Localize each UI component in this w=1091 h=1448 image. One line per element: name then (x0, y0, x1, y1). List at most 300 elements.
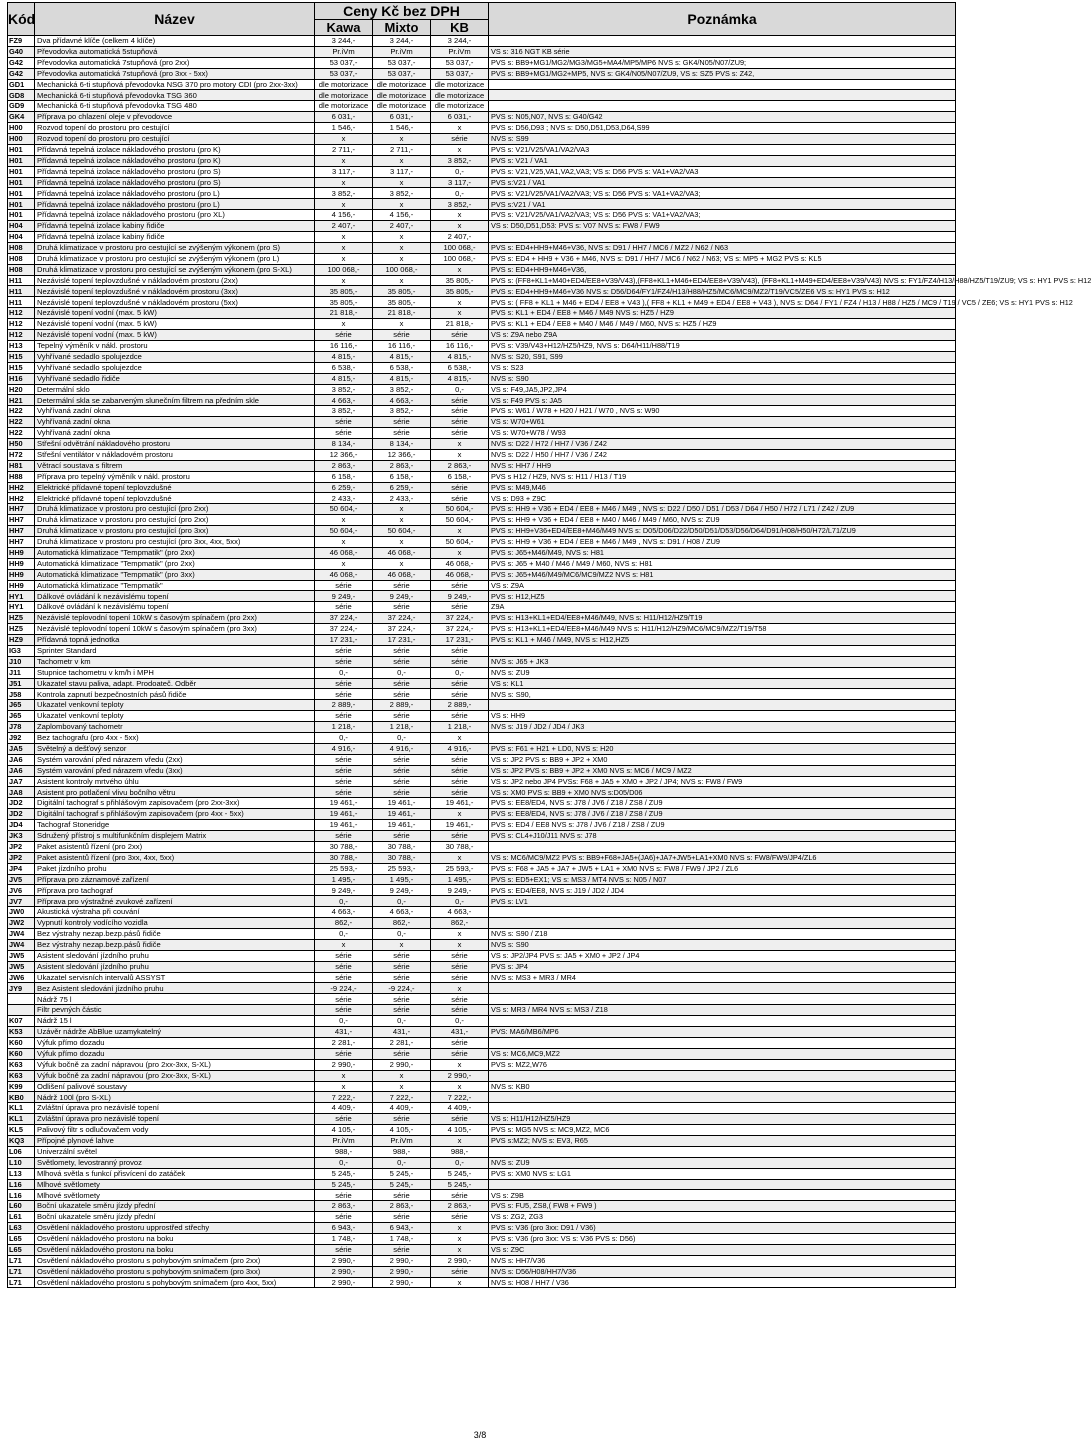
cell-note: PVS s: V21/V25/VA1/VA2/VA3; VS s: D56 PVS s: VA1+VA2/VA3; (489, 188, 956, 199)
cell-price-kawa: 1 495,- (315, 874, 373, 885)
cell-price-kawa: série (315, 776, 373, 787)
cell-price-kb: série (431, 765, 489, 776)
cell-price-kb: x (431, 449, 489, 460)
cell-price-kawa: série (315, 711, 373, 722)
cell-note: VS s: F49 PVS s: JA5 (489, 395, 956, 406)
cell-price-mixto: 53 037,- (373, 57, 431, 68)
cell-price-kawa: série (315, 689, 373, 700)
cell-note: VS s: Z9A (489, 580, 956, 591)
cell-price-mixto: 46 068,- (373, 547, 431, 558)
cell-code: K60 (8, 1048, 35, 1059)
table-row (8, 1190, 956, 1201)
table-row (8, 939, 956, 950)
cell-name: Přídavná tepelná izolace nákladového prostoru (pro K) (35, 144, 315, 155)
cell-price-mixto: 2 711,- (373, 144, 431, 155)
cell-price-kb: 4 815,- (431, 373, 489, 384)
cell-price-kb: 4 409,- (431, 1103, 489, 1114)
cell-note: VS s: ZG2, ZG3 (489, 1212, 956, 1223)
cell-price-kb: 2 889,- (431, 700, 489, 711)
cell-price-kb: 988,- (431, 1146, 489, 1157)
cell-code: H08 (8, 264, 35, 275)
cell-name: Druhá klimatizace v prostoru pro cestující (pro 3xx, 4xx, 5xx) (35, 536, 315, 547)
cell-code: HH7 (8, 504, 35, 515)
table-header (8, 3, 956, 36)
table-row (8, 798, 956, 809)
header-kawa: Kawa (315, 20, 373, 36)
cell-note (489, 90, 956, 101)
cell-name: Elektrické přídavné topení teplovzdušné (35, 493, 315, 504)
cell-price-kawa: 2 990,- (315, 1255, 373, 1266)
table-row (8, 863, 956, 874)
cell-name: Paket jízdního prohu (35, 863, 315, 874)
cell-code: L71 (8, 1266, 35, 1277)
cell-note (489, 101, 956, 112)
cell-price-mixto: série (373, 428, 431, 439)
cell-name: Druhá klimatizace v prostoru pro cestující se zvýšeným výkonem (pro L) (35, 253, 315, 264)
cell-price-kb: 53 037,- (431, 68, 489, 79)
cell-note (489, 645, 956, 656)
cell-note: PVS s: ED4+HH9+M46+V36, NVS s: D91 / HH7 / MC6 / MZ2 / N62 / N63 (489, 242, 956, 253)
cell-price-kb: x (431, 123, 489, 134)
cell-code: GD1 (8, 79, 35, 90)
table-row (8, 1016, 956, 1027)
cell-code: IG3 (8, 645, 35, 656)
cell-note: PVS s: V36 (pro 3xx: D91 / V36) (489, 1223, 956, 1234)
cell-price-kawa: 4 105,- (315, 1125, 373, 1136)
cell-code: H20 (8, 384, 35, 395)
cell-name: Nádrž 100l (pro S-XL) (35, 1092, 315, 1103)
cell-name: Determální skla se zabarveným slunečním filtrem na předním skle (35, 395, 315, 406)
cell-price-kb: série (431, 1037, 489, 1048)
table-row (8, 253, 956, 264)
cell-note: PVS s:V21 / VA1 (489, 177, 956, 188)
cell-price-kb: 46 068,- (431, 569, 489, 580)
cell-note (489, 1092, 956, 1103)
cell-note: PVS s: KL1 + ED4 / EE8 + M46 / M49 NVS s: HZ5 / HZ9 (489, 308, 956, 319)
cell-price-mixto: série (373, 602, 431, 613)
table-row (8, 210, 956, 221)
cell-price-kawa: série (315, 1048, 373, 1059)
cell-note: NVS s: S90 (489, 939, 956, 950)
cell-price-kb: 2 407,- (431, 232, 489, 243)
table-row (8, 907, 956, 918)
cell-name: Determální sklo (35, 384, 315, 395)
cell-price-kawa: x (315, 155, 373, 166)
table-row (8, 885, 956, 896)
cell-price-kawa: 4 156,- (315, 210, 373, 221)
cell-name: Filtr pevných částic (35, 1005, 315, 1016)
cell-note: PVS s: XM0 NVS s: LG1 (489, 1168, 956, 1179)
cell-code: HH9 (8, 558, 35, 569)
cell-name: Větrací soustava s filtrem (35, 460, 315, 471)
cell-code: JP4 (8, 863, 35, 874)
cell-price-kawa: 53 037,- (315, 57, 373, 68)
table-row (8, 722, 956, 733)
cell-price-kb: 2 863,- (431, 1201, 489, 1212)
cell-code: GD9 (8, 101, 35, 112)
cell-code: JW2 (8, 918, 35, 929)
cell-price-mixto: série (373, 787, 431, 798)
cell-name: Příprava pro tachograf (35, 885, 315, 896)
cell-name: Osvětlení nákladového prostoru s pohybovým snímačem (pro 4xx, 5xx) (35, 1277, 315, 1288)
cell-name: Ukazatel stavu paliva, adapt. Prodoateč. Odběr (35, 678, 315, 689)
cell-price-mixto: 6 158,- (373, 471, 431, 482)
cell-note: NVS s: ZU9 (489, 667, 956, 678)
cell-name: Mechanická 6-ti stupňová převodovka TSG 480 (35, 101, 315, 112)
cell-price-kb: 21 818,- (431, 319, 489, 330)
cell-code: L16 (8, 1179, 35, 1190)
cell-price-mixto: série (373, 950, 431, 961)
cell-price-kawa: série (315, 1212, 373, 1223)
cell-note: VS s: MC6/MC9/MZ2 PVS s: BB9+F68+JA5+(JA6)+JA7+JW5+LA1+XM0 NVS s: FW8/FW9/JP4/ZL6 (489, 852, 956, 863)
cell-price-mixto: 0,- (373, 1157, 431, 1168)
cell-name: Mlhová světla s funkcí přisvícení do zatáček (35, 1168, 315, 1179)
cell-name: Sdružený přístroj s multifunkčním displejem Matrix (35, 831, 315, 842)
cell-price-kawa: 3 244,- (315, 36, 373, 47)
cell-code: HH9 (8, 580, 35, 591)
cell-price-kb: série (431, 776, 489, 787)
cell-note: NVS s: S90 (489, 373, 956, 384)
cell-price-kb: x (431, 1059, 489, 1070)
cell-price-kawa: 21 818,- (315, 308, 373, 319)
table-row (8, 166, 956, 177)
cell-note: VS s: W70+W61 (489, 417, 956, 428)
cell-name: Systém varování před nárazem vředu (2xx) (35, 754, 315, 765)
cell-note (489, 841, 956, 852)
cell-code: L71 (8, 1255, 35, 1266)
cell-price-mixto: x (373, 515, 431, 526)
cell-code: JP2 (8, 852, 35, 863)
table-row (8, 526, 956, 537)
cell-price-kb: série (431, 711, 489, 722)
cell-code: L13 (8, 1168, 35, 1179)
cell-price-kawa: dle motorizace (315, 90, 373, 101)
cell-note (489, 918, 956, 929)
cell-price-mixto: 19 461,- (373, 798, 431, 809)
table-row (8, 667, 956, 678)
cell-code: H16 (8, 373, 35, 384)
table-row (8, 776, 956, 787)
table-row (8, 1114, 956, 1125)
table-row (8, 1059, 956, 1070)
cell-name: Bez výstrahy nezap.bezp.pásů řidiče (35, 939, 315, 950)
cell-code: H15 (8, 362, 35, 373)
table-row (8, 1103, 956, 1114)
cell-price-mixto: 3 852,- (373, 406, 431, 417)
cell-code: H22 (8, 406, 35, 417)
cell-price-kb: 19 461,- (431, 798, 489, 809)
cell-price-mixto: 2 863,- (373, 460, 431, 471)
cell-name: Digitální tachograf s přihlášovým zapisovačem (pro 2xx-3xx) (35, 798, 315, 809)
cell-name: Zaplombovaný tachometr (35, 722, 315, 733)
cell-price-mixto: 4 663,- (373, 395, 431, 406)
cell-code: J78 (8, 722, 35, 733)
cell-price-mixto: série (373, 1048, 431, 1059)
cell-name: Druhá klimatizace v prostoru pro cestující (pro 2xx) (35, 504, 315, 515)
cell-price-kawa: série (315, 787, 373, 798)
cell-name: Přídavná tepelná izolace nákladového prostoru (pro K) (35, 155, 315, 166)
cell-price-mixto: 6 259,- (373, 482, 431, 493)
cell-price-kawa: 0,- (315, 1016, 373, 1027)
cell-code: H08 (8, 253, 35, 264)
cell-code: L60 (8, 1201, 35, 1212)
cell-price-mixto: série (373, 831, 431, 842)
cell-price-mixto: x (373, 177, 431, 188)
table-row (8, 1092, 956, 1103)
cell-price-mixto: 2 863,- (373, 1201, 431, 1212)
cell-note: PVS s: BB9+MG1/MG2+MP5, NVS s: GK4/N05/N07/ZU9, VS s: SZ5 PVS s: Z42, (489, 68, 956, 79)
cell-note (489, 983, 956, 994)
cell-name: Automatická klimatizace "Tempmatik" (pro 2xx) (35, 547, 315, 558)
table-row (8, 177, 956, 188)
cell-name: Dálkové ovládání k nezávislému topení (35, 591, 315, 602)
cell-price-mixto: 6 943,- (373, 1223, 431, 1234)
cell-note: PVS s: EE8/ED4, NVS s: J78 / JV6 / Z18 / ZS8 / ZU9 (489, 798, 956, 809)
cell-price-kb: dle motorizace (431, 90, 489, 101)
cell-price-mixto: 0,- (373, 896, 431, 907)
table-row (8, 754, 956, 765)
cell-price-kawa: série (315, 831, 373, 842)
cell-name: Nezávislé topení vodní (max. 5 kW) (35, 308, 315, 319)
cell-code: H01 (8, 166, 35, 177)
cell-name: Odlišení palivové soustavy (35, 1081, 315, 1092)
cell-note: VS s: H11/H12/HZ5/HZ9 (489, 1114, 956, 1125)
cell-price-kawa: Pr.iVm (315, 46, 373, 57)
cell-name: Převodovka automatická 5stupňová (35, 46, 315, 57)
cell-code: H81 (8, 460, 35, 471)
cell-price-kawa: 5 245,- (315, 1168, 373, 1179)
cell-price-kawa: 8 134,- (315, 438, 373, 449)
cell-code: H01 (8, 155, 35, 166)
cell-name: Přídavná topná jednotka (35, 634, 315, 645)
cell-code: HH7 (8, 526, 35, 537)
table-row (8, 1037, 956, 1048)
cell-price-kb: série (431, 831, 489, 842)
table-row (8, 765, 956, 776)
table-row (8, 471, 956, 482)
cell-price-mixto: série (373, 972, 431, 983)
cell-code: JW5 (8, 961, 35, 972)
cell-price-kawa: 4 663,- (315, 907, 373, 918)
cell-note: PVS s: CL4+J10/J11 NVS s: J78 (489, 831, 956, 842)
cell-name: Nezávislé teplovodní topení 10kW s časovým spínačem (pro 3xx) (35, 624, 315, 635)
cell-price-mixto: 4 156,- (373, 210, 431, 221)
cell-price-kb: série (431, 417, 489, 428)
cell-name: Nádrž 75 l (35, 994, 315, 1005)
price-table (7, 2, 1091, 1288)
table-row (8, 711, 956, 722)
cell-name: Přídavná tepelná izolace kabiny řidiče (35, 221, 315, 232)
cell-note (489, 1037, 956, 1048)
cell-price-kb: série (431, 787, 489, 798)
cell-price-kb: 3 852,- (431, 199, 489, 210)
cell-note: VS s: HH9 (489, 711, 956, 722)
table-row (8, 743, 956, 754)
cell-price-mixto: série (373, 1005, 431, 1016)
cell-name: Boční ukazatele směru jízdy přední (35, 1212, 315, 1223)
cell-price-kb: 17 231,- (431, 634, 489, 645)
cell-code: J58 (8, 689, 35, 700)
cell-price-kb: série (431, 428, 489, 439)
cell-price-kawa: 19 461,- (315, 820, 373, 831)
table-row (8, 689, 956, 700)
cell-price-kb: 0,- (431, 1016, 489, 1027)
cell-price-mixto: 37 224,- (373, 624, 431, 635)
cell-price-kawa: 862,- (315, 918, 373, 929)
cell-name: Automatická klimatizace "Tempmatik" (pro 2xx) (35, 558, 315, 569)
table-row (8, 112, 956, 123)
cell-price-kawa: 50 604,- (315, 526, 373, 537)
cell-price-kb: série (431, 754, 489, 765)
cell-price-kb: 100 068,- (431, 253, 489, 264)
cell-price-kawa: série (315, 330, 373, 341)
table-row (8, 428, 956, 439)
cell-code: J92 (8, 733, 35, 744)
table-row (8, 841, 956, 852)
table-row (8, 232, 956, 243)
cell-price-mixto: 1 218,- (373, 722, 431, 733)
cell-price-kawa: 9 249,- (315, 885, 373, 896)
cell-price-kawa: 100 068,- (315, 264, 373, 275)
table-row (8, 536, 956, 547)
cell-code: J65 (8, 700, 35, 711)
cell-price-mixto: série (373, 1190, 431, 1201)
table-row (8, 1233, 956, 1244)
cell-code: GD8 (8, 90, 35, 101)
table-row (8, 362, 956, 373)
cell-price-kawa: 6 538,- (315, 362, 373, 373)
cell-note: VS s: 316 NGT KB série (489, 46, 956, 57)
cell-note: PVS s: F61 + H21 + LD0, NVS s: H20 (489, 743, 956, 754)
cell-price-kawa: 0,- (315, 667, 373, 678)
cell-code (8, 1005, 35, 1016)
table-row (8, 493, 956, 504)
cell-price-kb: 6 538,- (431, 362, 489, 373)
cell-price-mixto: x (373, 199, 431, 210)
cell-code: H01 (8, 199, 35, 210)
cell-price-kawa: x (315, 536, 373, 547)
table-row (8, 123, 956, 134)
cell-price-mixto: 2 433,- (373, 493, 431, 504)
table-row (8, 591, 956, 602)
cell-price-kawa: 2 711,- (315, 144, 373, 155)
cell-price-kb: série (431, 1005, 489, 1016)
cell-price-kawa: 30 788,- (315, 852, 373, 863)
cell-code: JW4 (8, 939, 35, 950)
cell-code: HH9 (8, 569, 35, 580)
cell-price-kawa: dle motorizace (315, 101, 373, 112)
cell-name: Výfuk bočně za zadní nápravou (pro 2xx-3xx, S-XL) (35, 1070, 315, 1081)
cell-price-kawa: x (315, 558, 373, 569)
table-row (8, 46, 956, 57)
cell-price-kb: série (431, 961, 489, 972)
cell-price-mixto: 2 990,- (373, 1255, 431, 1266)
cell-name: Přídavná tepelná izolace nákladového prostoru (pro L) (35, 188, 315, 199)
cell-name: Přídavná tepelná izolace kabiny řidiče (35, 232, 315, 243)
cell-note: PVS s: ( FF8 + KL1 + M46 + ED4 / EE8 + V43 ),( FF8 + KL1 + M49 + ED4 / EE8 + V43 ), NVS s: D64 / FY1 / FZ4 / H13 / H88 / HZ5 / MC9 / T19 / VC5 / ZE6; VS s: HY1 PVS s: H12 (489, 297, 956, 308)
cell-code: H72 (8, 449, 35, 460)
cell-note: VS s: MC6,MC9,MZ2 (489, 1048, 956, 1059)
cell-price-kb: série (431, 656, 489, 667)
cell-code (8, 994, 35, 1005)
cell-price-kb: 0,- (431, 667, 489, 678)
cell-price-kb: x (431, 308, 489, 319)
cell-price-kb: 3 852,- (431, 155, 489, 166)
cell-price-kawa: 1 218,- (315, 722, 373, 733)
cell-name: Přídavná tepelná izolace nákladového prostoru (pro XL) (35, 210, 315, 221)
cell-note: PVS s: HH9 + V36 + ED4 / EE8 + M46 / M49 , NVS s: D22 / D50 / D51 / D53 / D64 / H50 / H72 / L71 / Z42 / ZU9 (489, 504, 956, 515)
table-row (8, 961, 956, 972)
cell-price-mixto: x (373, 232, 431, 243)
cell-price-kawa: série (315, 1005, 373, 1016)
cell-note: PVS s: ED4 / EE8 NVS s: J78 / JV6 / Z18 / ZS8 / ZU9 (489, 820, 956, 831)
cell-name: Rozvod topení do prostoru pro cestující (35, 123, 315, 134)
cell-name: Dálkové ovládání k nezávislému topení (35, 602, 315, 613)
table-row (8, 36, 956, 47)
cell-note: NVS s: MS3 + MR3 / MR4 (489, 972, 956, 983)
cell-note: PVS s: D56,D93 ; NVS s: D50,D51,D53,D64,S99 (489, 123, 956, 134)
cell-note: PVS s: V21/V25/VA1/VA2/VA3 (489, 144, 956, 155)
cell-code: L10 (8, 1157, 35, 1168)
cell-price-kb: 0,- (431, 896, 489, 907)
cell-price-kb: série (431, 406, 489, 417)
cell-price-mixto: 988,- (373, 1146, 431, 1157)
cell-price-kawa: dle motorizace (315, 79, 373, 90)
cell-price-kawa: 6 031,- (315, 112, 373, 123)
cell-price-kb: série (431, 1190, 489, 1201)
table-row (8, 700, 956, 711)
cell-price-kawa: x (315, 515, 373, 526)
cell-price-mixto: 2 990,- (373, 1266, 431, 1277)
cell-code: G42 (8, 68, 35, 79)
table-row (8, 384, 956, 395)
cell-price-kawa: 1 748,- (315, 1233, 373, 1244)
cell-name: Kontrola zapnutí bezpečnostních pásů řidiče (35, 689, 315, 700)
cell-price-kb: x (431, 221, 489, 232)
cell-price-mixto: 431,- (373, 1027, 431, 1038)
cell-price-mixto: 8 134,- (373, 438, 431, 449)
cell-price-kawa: 2 863,- (315, 1201, 373, 1212)
cell-name: Přípojné plynové lahve (35, 1135, 315, 1146)
cell-note (489, 36, 956, 47)
cell-price-mixto: 16 116,- (373, 340, 431, 351)
table-row (8, 406, 956, 417)
cell-name: Zvláštní úprava pro nezávislé topení (35, 1114, 315, 1125)
header-price-group: Ceny Kč bez DPH (315, 3, 489, 20)
cell-note: NVS s: D22 / H72 / HH7 / V36 / Z42 (489, 438, 956, 449)
cell-name: Výfuk přímo dozadu (35, 1037, 315, 1048)
cell-price-kawa: série (315, 765, 373, 776)
header-mixto: Mixto (373, 20, 431, 36)
cell-code: J51 (8, 678, 35, 689)
cell-price-kb: 5 245,- (431, 1168, 489, 1179)
cell-price-kawa: x (315, 199, 373, 210)
cell-code: H15 (8, 351, 35, 362)
cell-note (489, 1103, 956, 1114)
cell-note: VS s: JP2 PVS s: BB9 + JP2 + XM0 NVS s: MC6 / MC9 / MZ2 (489, 765, 956, 776)
table-row (8, 275, 956, 286)
table-row (8, 264, 956, 275)
cell-price-mixto: x (373, 275, 431, 286)
table-row (8, 1212, 956, 1223)
table-body (8, 36, 1091, 1288)
cell-price-kawa: 53 037,- (315, 68, 373, 79)
table-row (8, 656, 956, 667)
cell-code: H50 (8, 438, 35, 449)
cell-price-mixto: série (373, 417, 431, 428)
cell-code: JW0 (8, 907, 35, 918)
cell-price-kb: x (431, 547, 489, 558)
